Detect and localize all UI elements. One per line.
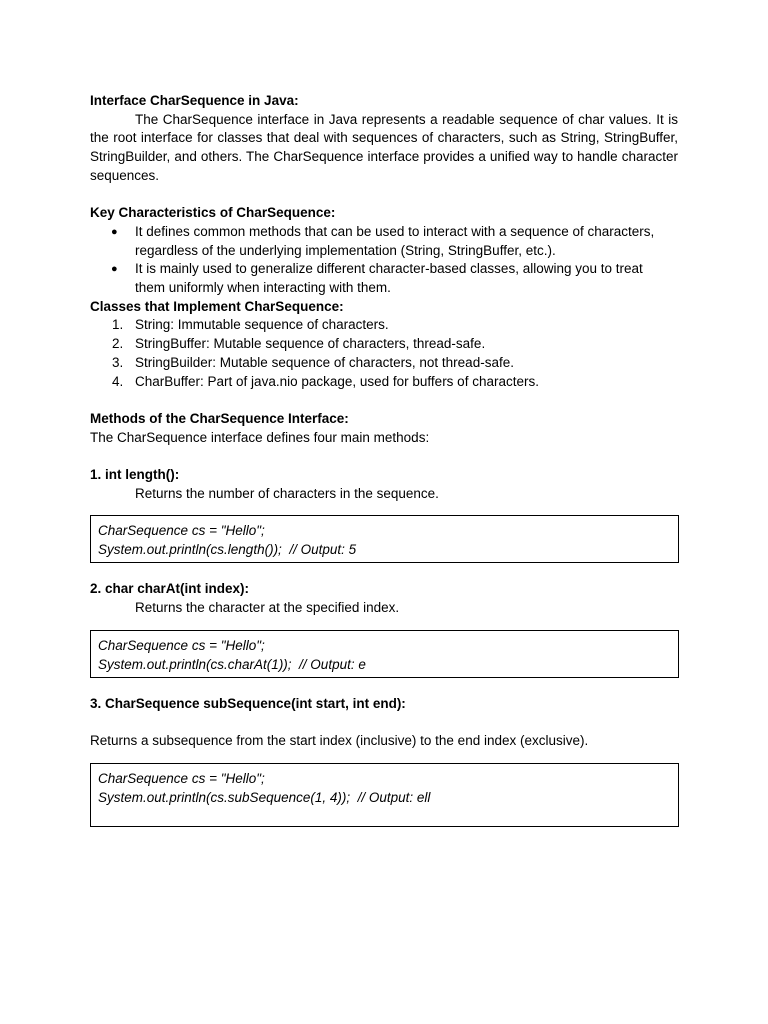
document-page — [90, 92, 678, 827]
code-line: CharSequence cs = "Hello"; — [98, 523, 265, 539]
spacer — [90, 503, 678, 515]
list-item — [90, 373, 678, 392]
list-item-text: It defines common methods that can be used to interact with a sequence of characters, regardless of the underlying implementation (String, StringBuffer, etc.). — [135, 223, 655, 258]
spacer — [90, 186, 678, 205]
subsequence-description: Returns a subsequence from the start index (inclusive) to the end index (exclusive). — [90, 733, 589, 749]
charat-description: Returns the character at the specified index. — [135, 600, 400, 616]
intro-paragraph: The CharSequence interface in Java represents a readable sequence of char values. It is the root interface for classes that deal with sequences of characters, such as String, StringBuffer, StringBuilder, and others. The CharSequence interface provides a unified way to handle character sequences. — [90, 111, 678, 183]
charat-heading: 2. char charAt(int index): — [90, 581, 250, 597]
methods-intro: The CharSequence interface defines four main methods: — [90, 429, 430, 445]
implementations-list — [90, 316, 678, 391]
code-line: System.out.println(cs.subSequence(1, 4)); // Output: ell — [98, 789, 431, 805]
list-item — [90, 260, 678, 297]
bullet-icon: ● — [111, 263, 118, 276]
code-line: System.out.println(cs.length()); // Output: 5 — [98, 542, 357, 558]
list-number: 4. — [112, 373, 124, 389]
list-item-text: StringBuilder: Mutable sequence of characters, not thread-safe. — [135, 354, 514, 370]
list-item — [90, 223, 678, 260]
charat-code-block — [90, 630, 679, 678]
length-heading: 1. int length(): — [90, 467, 180, 483]
list-item-text: CharBuffer: Part of java.nio package, used for buffers of characters. — [135, 373, 539, 389]
characteristics-heading: Key Characteristics of CharSequence: — [90, 205, 336, 221]
list-item-text: String: Immutable sequence of characters. — [135, 317, 389, 333]
list-item — [90, 335, 678, 354]
code-line: CharSequence cs = "Hello"; — [98, 770, 265, 786]
list-item-text: StringBuffer: Mutable sequence of characters, thread-safe. — [135, 336, 486, 352]
length-description: Returns the number of characters in the sequence. — [135, 485, 439, 501]
list-number: 3. — [112, 354, 124, 370]
spacer — [90, 391, 678, 410]
methods-heading: Methods of the CharSequence Interface: — [90, 410, 349, 426]
list-number: 1. — [112, 317, 124, 333]
characteristics-list — [90, 223, 678, 298]
list-item-text: It is mainly used to generalize different character-based classes, allowing you to treat them uniformly when interacting with them. — [135, 261, 643, 296]
subsequence-code-block — [90, 763, 679, 827]
code-line: CharSequence cs = "Hello"; — [98, 637, 265, 653]
list-item — [90, 316, 678, 335]
spacer — [90, 447, 678, 466]
spacer — [90, 618, 678, 630]
bullet-icon: ● — [111, 225, 118, 238]
spacer — [90, 563, 678, 580]
code-line: System.out.println(cs.charAt(1)); // Output: e — [98, 656, 366, 672]
list-number: 2. — [112, 336, 124, 352]
length-code-block — [90, 515, 679, 563]
spacer — [90, 751, 678, 763]
subsequence-heading: 3. CharSequence subSequence(int start, int end): — [90, 695, 406, 711]
implementations-heading: Classes that Implement CharSequence: — [90, 298, 344, 314]
intro-heading: Interface CharSequence in Java: — [90, 93, 299, 108]
list-item — [90, 354, 678, 373]
spacer — [90, 714, 678, 733]
spacer — [90, 678, 678, 695]
